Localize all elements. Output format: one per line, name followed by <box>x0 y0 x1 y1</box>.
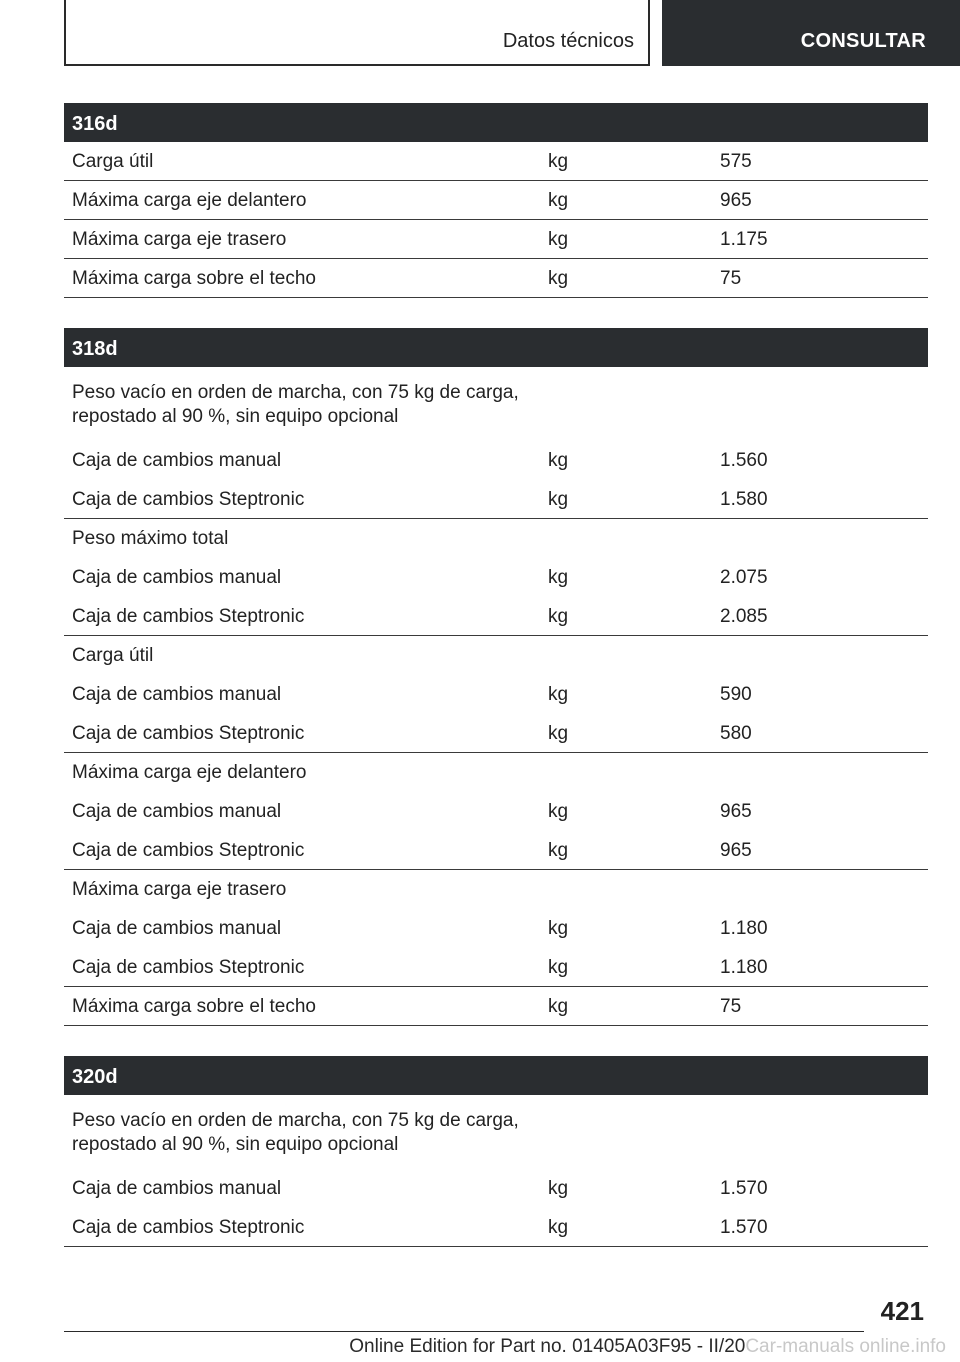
table-row <box>64 597 928 636</box>
header-section-tab <box>64 0 650 66</box>
row-value: 965 <box>720 801 752 822</box>
row-value: 1.570 <box>720 1217 768 1238</box>
table-row <box>64 220 928 259</box>
row-unit: kg <box>548 151 569 172</box>
row-unit: kg <box>548 489 569 510</box>
row-unit <box>538 870 710 909</box>
row-value: 2.085 <box>720 606 768 627</box>
row-value: 1.175 <box>720 229 768 250</box>
row-unit <box>538 636 710 675</box>
table-title: 320d <box>64 1056 928 1095</box>
row-unit: kg <box>548 996 569 1017</box>
row-label: Máxima carga eje trasero <box>72 879 287 900</box>
row-unit <box>538 753 710 792</box>
row-unit: kg <box>548 840 569 861</box>
row-label: Caja de cambios Steptronic <box>72 957 305 978</box>
table-row <box>64 558 928 597</box>
table-row <box>64 948 928 987</box>
row-value: 1.560 <box>720 450 768 471</box>
table-row <box>64 142 928 181</box>
row-value: 75 <box>720 268 742 289</box>
table-row <box>64 1169 928 1208</box>
spec-tables <box>64 103 928 1277</box>
row-value: 590 <box>720 684 752 705</box>
row-value <box>710 870 928 909</box>
table-row <box>64 831 928 870</box>
row-label: Caja de cambios manual <box>72 1178 282 1199</box>
row-label: Peso vacío en orden de marcha, con 75 kg de carga, repostado al 90 %, sin equipo opcional <box>72 1110 519 1155</box>
row-label: Caja de cambios Steptronic <box>72 723 305 744</box>
row-label: Máxima carga sobre el techo <box>72 996 316 1017</box>
row-unit: kg <box>548 190 569 211</box>
table-title: 318d <box>64 328 928 367</box>
table-row <box>64 870 928 909</box>
row-label: Caja de cambios Steptronic <box>72 1217 305 1238</box>
row-value: 2.075 <box>720 567 768 588</box>
row-unit: kg <box>548 801 569 822</box>
watermark-text: Car-manuals online.info <box>745 1336 946 1357</box>
row-value: 965 <box>720 840 752 861</box>
row-label: Caja de cambios Steptronic <box>72 489 305 510</box>
row-unit <box>538 1109 710 1169</box>
table-row <box>64 909 928 948</box>
footer-edition <box>0 1336 960 1358</box>
row-value: 1.580 <box>720 489 768 510</box>
row-unit: kg <box>548 684 569 705</box>
page-number: 421 <box>880 1296 924 1326</box>
table-row <box>64 636 928 675</box>
table-row <box>64 480 928 519</box>
row-value: 1.570 <box>720 1178 768 1199</box>
row-value: 965 <box>720 190 752 211</box>
row-value <box>710 381 928 441</box>
header-chapter-tab[interactable] <box>662 0 960 66</box>
spec-table <box>64 103 928 298</box>
table-row <box>64 714 928 753</box>
row-value: 1.180 <box>720 918 768 939</box>
row-unit: kg <box>548 450 569 471</box>
row-value: 575 <box>720 151 752 172</box>
row-unit: kg <box>548 723 569 744</box>
row-value <box>710 519 928 558</box>
row-label: Máxima carga eje delantero <box>72 190 307 211</box>
row-label: Caja de cambios manual <box>72 450 282 471</box>
row-label: Caja de cambios manual <box>72 801 282 822</box>
table-row <box>64 181 928 220</box>
row-value: 580 <box>720 723 752 744</box>
row-label: Caja de cambios Steptronic <box>72 840 305 861</box>
row-label: Caja de cambios manual <box>72 918 282 939</box>
spec-table <box>64 328 928 1026</box>
row-value <box>710 1109 928 1169</box>
table-row <box>64 675 928 714</box>
table-row <box>64 792 928 831</box>
row-unit <box>538 381 710 441</box>
row-label: Caja de cambios manual <box>72 684 282 705</box>
row-label: Carga útil <box>72 645 154 666</box>
row-label: Máxima carga sobre el techo <box>72 268 316 289</box>
row-unit: kg <box>548 268 569 289</box>
row-label: Peso vacío en orden de marcha, con 75 kg de carga, repostado al 90 %, sin equipo opcional <box>72 382 519 427</box>
row-label: Máxima carga eje trasero <box>72 229 287 250</box>
row-label: Caja de cambios manual <box>72 567 282 588</box>
table-row <box>64 441 928 480</box>
row-unit <box>538 519 710 558</box>
table-row <box>64 259 928 298</box>
row-label: Peso máximo total <box>72 528 229 549</box>
table-row <box>64 1208 928 1247</box>
row-unit: kg <box>548 918 569 939</box>
spec-table <box>64 1056 928 1247</box>
row-unit: kg <box>548 957 569 978</box>
edition-text: Online Edition for Part no. 01405A03F95 - II/20 <box>349 1336 746 1357</box>
row-unit: kg <box>548 606 569 627</box>
row-unit: kg <box>548 229 569 250</box>
row-label: Carga útil <box>72 151 154 172</box>
chapter-label: CONSULTAR <box>800 30 926 52</box>
row-value: 1.180 <box>720 957 768 978</box>
table-title: 316d <box>64 103 928 142</box>
table-row <box>64 519 928 558</box>
table-row <box>64 753 928 792</box>
row-value <box>710 753 928 792</box>
footer-divider <box>64 1331 864 1332</box>
table-row <box>64 987 928 1026</box>
row-label: Caja de cambios Steptronic <box>72 606 305 627</box>
row-value <box>710 636 928 675</box>
table-row <box>64 1095 928 1169</box>
row-unit: kg <box>548 1217 569 1238</box>
section-title: Datos técnicos <box>502 30 634 52</box>
row-label: Máxima carga eje delantero <box>72 762 307 783</box>
table-row <box>64 367 928 441</box>
row-unit: kg <box>548 567 569 588</box>
row-value: 75 <box>720 996 742 1017</box>
row-unit: kg <box>548 1178 569 1199</box>
